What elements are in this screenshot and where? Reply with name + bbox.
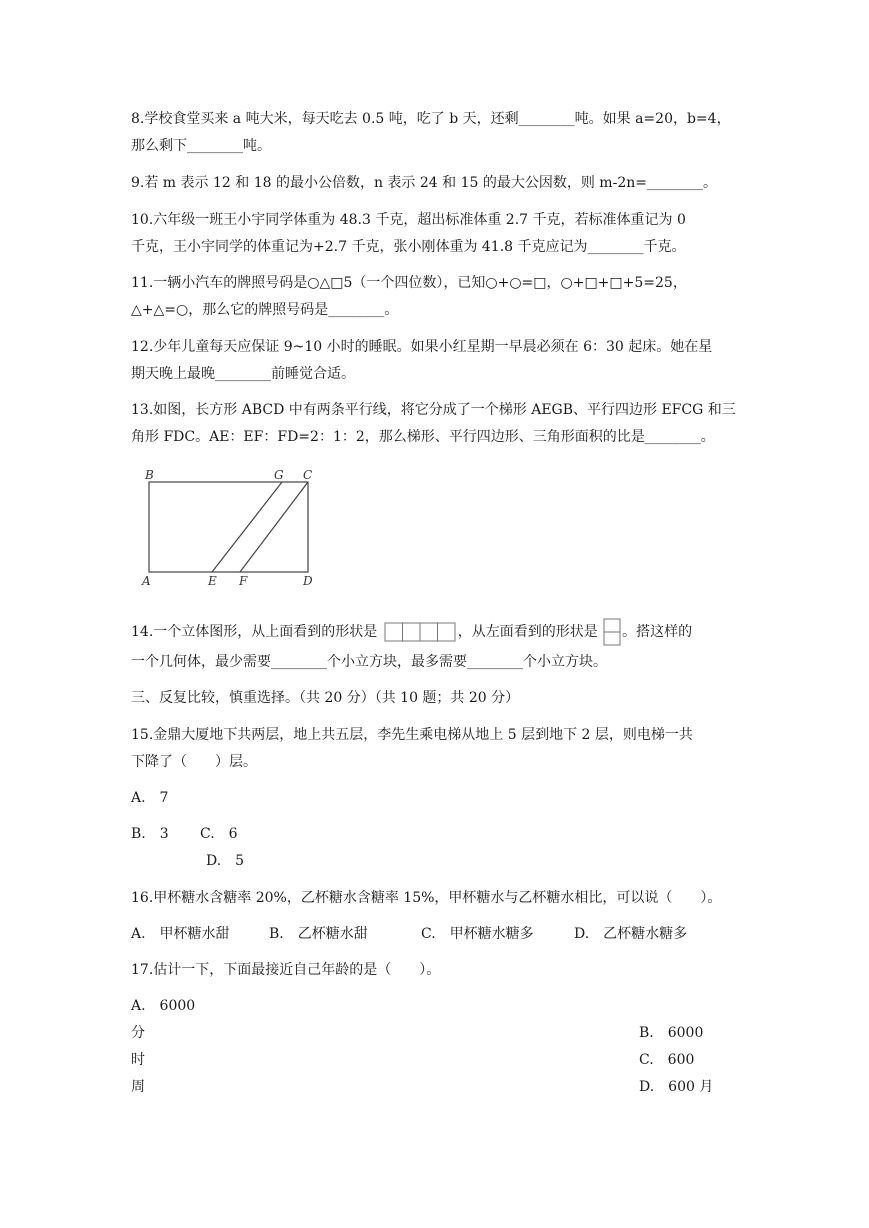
q15-option-d: D. 5	[206, 853, 245, 869]
q17-unit-b: 时	[131, 1052, 145, 1068]
q11-line2: △+△=○，那么它的牌照号码是________。	[131, 302, 399, 318]
label-C: C	[303, 468, 313, 482]
q16-line1: 16.甲杯糖水含糖率 20%，乙杯糖水含糖率 15%，甲杯糖水与乙杯糖水相比，可以说（ ）。	[131, 890, 722, 906]
label-A: A	[142, 574, 151, 588]
label-G: G	[274, 468, 284, 482]
q15-option-b: B. 3	[131, 826, 169, 842]
label-D: D	[303, 574, 313, 588]
top-view-shape	[384, 622, 456, 642]
q15-line1: 15.金鼎大厦地下共两层，地上共五层，李先生乘电梯从地上 5 层到地下 2 层，则电梯一共	[131, 727, 693, 743]
q17-option-a: A. 6000	[131, 998, 196, 1014]
q17-option-d: D. 600 月	[639, 1079, 714, 1095]
q11-line1: 11.一辆小汽车的牌照号码是○△□5（一个四位数），已知○+○=□，○+□+□+5=25，	[131, 275, 687, 291]
q14-line2: 一个几何体，最少需要________个小立方块，最多需要________个小立方块。	[131, 654, 607, 670]
q9-line1: 9.若 m 表示 12 和 18 的最小公倍数，n 表示 24 和 15 的最大公因数，则 m-2n=________。	[131, 175, 717, 191]
q8-line1: 8.学校食堂买来 a 吨大米，每天吃去 0.5 吨，吃了 b 天，还剩________吨。如果 a=20，b=4，	[131, 111, 731, 127]
q16-option-c: C. 甲杯糖水糖多	[421, 926, 534, 942]
label-F: F	[239, 574, 248, 588]
q12-line1: 12.少年儿童每天应保证 9~10 小时的睡眠。如果小红星期一早晨必须在 6：30 起床。她在星	[131, 339, 713, 355]
q16-option-b: B. 乙杯糖水甜	[269, 926, 368, 942]
q16-option-d: D. 乙杯糖水糖多	[574, 926, 688, 942]
section-3-title: 三、反复比较，慎重选择。（共 20 分）（共 10 题；共 20 分）	[131, 690, 520, 706]
q14-text-b: ，从左面看到的形状是	[457, 624, 598, 640]
q13-line2: 角形 FDC。AE：EF：FD=2：1：2，那么梯形、平行四边形、三角形面积的比是________。	[131, 429, 715, 445]
q17-unit-a: 分	[131, 1025, 145, 1041]
q12-line2: 期天晚上最晚________前睡觉合适。	[131, 366, 355, 382]
q15-option-c: C. 6	[200, 826, 238, 842]
label-B: B	[145, 468, 154, 482]
q17-unit-c: 周	[131, 1079, 145, 1095]
q14-text-a: 14.一个立体图形，从上面看到的形状是	[131, 624, 378, 640]
q17-option-c: C. 600	[639, 1052, 695, 1068]
q15-option-a: A. 7	[131, 790, 169, 806]
q10-line1: 10.六年级一班王小宇同学体重为 48.3 千克，超出标准体重 2.7 千克，若标准体重记为 0	[131, 212, 686, 228]
q10-line2: 千克，王小宇同学的体重记为+2.7 千克，张小刚体重为 41.8 千克应记为________千克。	[131, 239, 686, 255]
left-view-shape	[603, 618, 621, 646]
q17-option-b: B. 6000	[639, 1025, 704, 1041]
q8-line2: 那么剩下________吨。	[131, 138, 271, 154]
q13-line1: 13.如图，长方形 ABCD 中有两条平行线，将它分成了一个梯形 AEGB、平行四边形 EFCG 和三	[131, 402, 736, 418]
rectangle-figure	[135, 465, 325, 590]
q14-text-c: 。搭这样的	[622, 624, 693, 640]
q14-line1	[131, 618, 692, 646]
q15-line2: 下降了（ ）层。	[131, 754, 257, 770]
q17-line1: 17.估计一下，下面最接近自己年龄的是（ ）。	[131, 962, 441, 978]
label-E: E	[208, 574, 217, 588]
q16-option-a: A. 甲杯糖水甜	[131, 926, 230, 942]
